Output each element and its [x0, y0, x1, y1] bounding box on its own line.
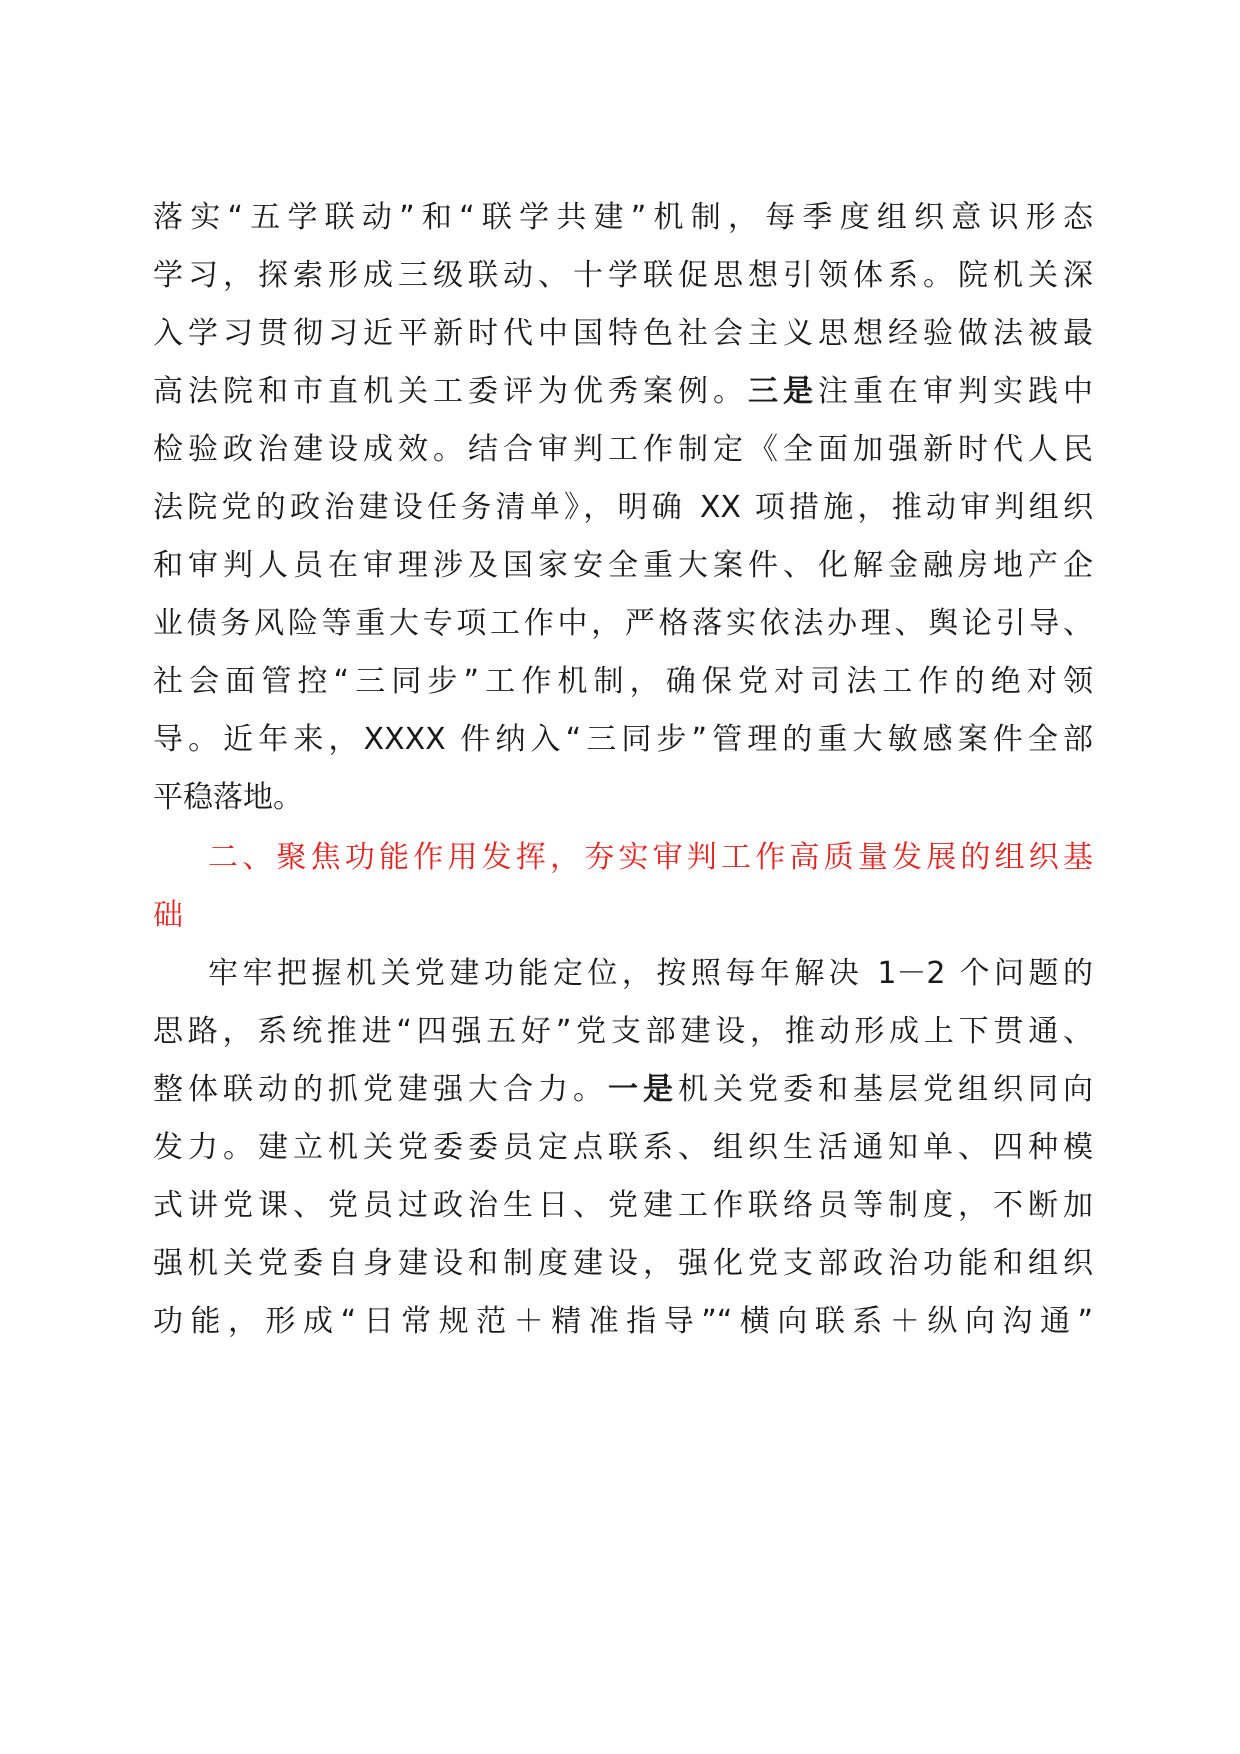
paragraph-line: 发力。建立机关党委委员定点联系、组织生活通知单、四种模	[153, 1130, 1093, 1165]
bold-marker: 一是	[608, 1072, 678, 1107]
paragraph-line: 入学习贯彻习近平新时代中国特色社会主义思想经验做法被最	[153, 316, 1093, 351]
paragraph-line: 强机关党委自身建设和制度建设，强化党支部政治功能和组织	[153, 1246, 1093, 1281]
paragraph-line-with-bold	[153, 1070, 1093, 1110]
paragraph-line: 法院党的政治建设任务清单》，明确 XX 项措施，推动审判组织	[153, 490, 1093, 525]
paragraph-line: 学习，探索形成三级联动、十学联促思想引领体系。院机关深	[153, 258, 1093, 293]
paragraph-line: 平稳落地。	[153, 780, 303, 815]
paragraph-line: 检验政治建设成效。结合审判工作制定《全面加强新时代人民	[153, 432, 1093, 467]
paragraph-text: 注重在审判实践中	[818, 374, 1093, 409]
paragraph-line: 式讲党课、党员过政治生日、党建工作联络员等制度，不断加	[153, 1188, 1093, 1223]
bold-marker: 三是	[748, 374, 818, 409]
paragraph-line: 功能，形成“日常规范＋精准指导”“横向联系＋纵向沟通”	[153, 1304, 1093, 1339]
paragraph-line: 牢牢把握机关党建功能定位，按照每年解决 1－2 个问题的	[208, 956, 1093, 991]
paragraph-text: 高法院和市直机关工委评为优秀案例。	[153, 374, 748, 409]
paragraph-line: 导。近年来，XXXX 件纳入“三同步”管理的重大敏感案件全部	[153, 722, 1093, 757]
paragraph-line: 社会面管控“三同步”工作机制，确保党对司法工作的绝对领	[153, 664, 1093, 699]
paragraph-text: 机关党委和基层党组织同向	[678, 1072, 1093, 1107]
paragraph-line: 和审判人员在审理涉及国家安全重大案件、化解金融房地产企	[153, 548, 1093, 583]
paragraph-line: 落实“五学联动”和“联学共建”机制，每季度组织意识形态	[153, 200, 1093, 235]
paragraph-line: 业债务风险等重大专项工作中，严格落实依法办理、舆论引导、	[153, 606, 1093, 641]
section-heading: 二、聚焦功能作用发挥，夯实审判工作高质量发展的组织基	[208, 840, 1093, 875]
paragraph-text: 整体联动的抓党建强大合力。	[153, 1072, 608, 1107]
paragraph-line: 思路，系统推进“四强五好”党支部建设，推动形成上下贯通、	[153, 1014, 1093, 1049]
section-heading: 础	[153, 898, 183, 933]
paragraph-line-with-bold	[153, 372, 1093, 412]
